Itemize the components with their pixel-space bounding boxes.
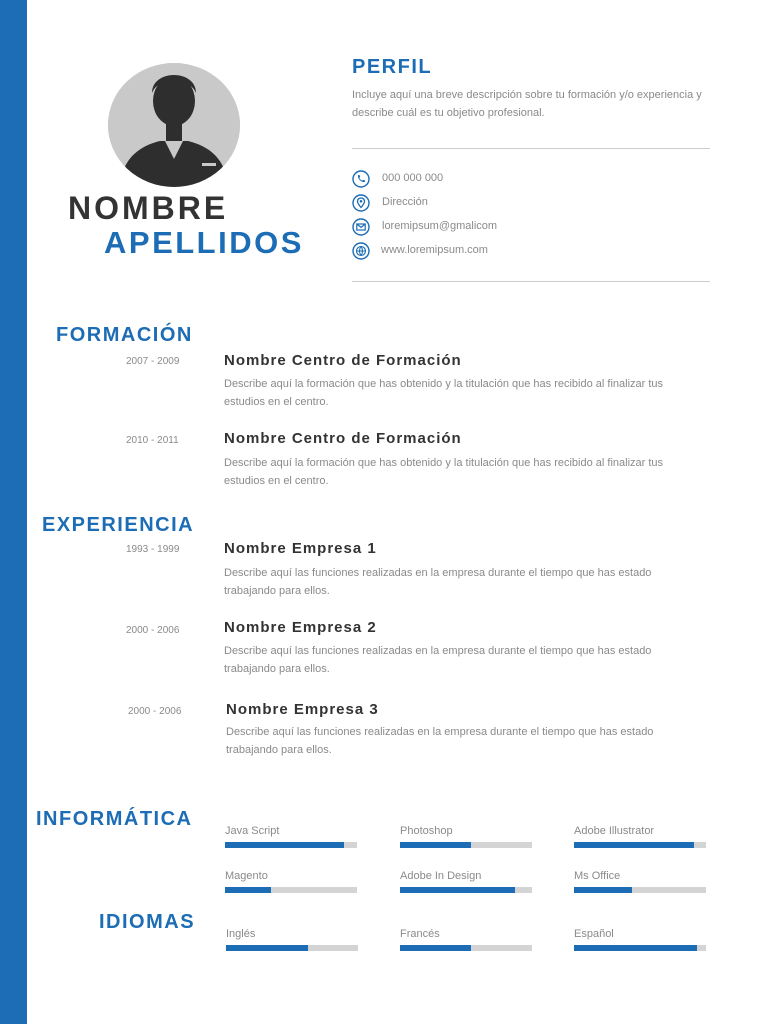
location-pin-icon — [352, 194, 370, 212]
experiencia-entry-title: Nombre Empresa 1 — [224, 540, 377, 557]
globe-icon — [352, 242, 370, 260]
avatar — [108, 63, 240, 187]
sidebar-accent-bar — [0, 0, 27, 1024]
language-bar — [226, 945, 358, 951]
phone-icon — [352, 170, 370, 188]
skill-bar-fill — [225, 887, 271, 893]
skill-bar — [225, 842, 357, 848]
skill-label: Java Script — [225, 825, 280, 837]
formacion-title: FORMACIÓN — [56, 324, 193, 346]
formacion-entry-description: Describe aquí la formación que has obtenido y la titulación que has recibido al finalizar tus estudios en el centro. — [224, 378, 664, 408]
language-bar-fill — [226, 945, 308, 951]
last-name: APELLIDOS — [104, 225, 304, 260]
experiencia-entry-date: 2000 - 2006 — [128, 706, 182, 717]
skill-bar-fill — [400, 842, 471, 848]
contact-email — [352, 217, 498, 237]
language-bar — [400, 945, 532, 951]
experiencia-entry-date: 2000 - 2006 — [126, 625, 180, 636]
experiencia-entry-date: 1993 - 1999 — [126, 544, 180, 555]
experiencia-entry-title: Nombre Empresa 2 — [224, 619, 377, 636]
idiomas-title: IDIOMAS — [99, 911, 196, 933]
skill-label: Magento — [225, 870, 268, 882]
informatica-title: INFORMÁTICA — [36, 808, 193, 830]
formacion-entry-date: 2010 - 2011 — [126, 435, 179, 446]
language-bar-fill — [400, 945, 471, 951]
perfil-description: Incluye aquí una breve descripción sobre tu formación y/o experiencia y describe cuál es tu objetivo profesional. — [352, 89, 702, 119]
language-label: Español — [574, 928, 614, 940]
formacion-entry-title: Nombre Centro de Formación — [224, 352, 462, 369]
divider — [352, 281, 710, 282]
experiencia-entry-description: Describe aquí las funciones realizadas en la empresa durante el tiempo que has estado trabajando para ellos. — [224, 567, 652, 597]
skill-label: Adobe In Design — [400, 870, 482, 882]
experiencia-entry-description: Describe aquí las funciones realizadas en la empresa durante el tiempo que has estado trabajando para ellos. — [226, 726, 654, 756]
skill-label: Ms Office — [574, 870, 621, 882]
skill-label: Photoshop — [400, 825, 453, 837]
contact-phone — [352, 169, 444, 189]
skill-bar — [574, 887, 706, 893]
formacion-entry-description: Describe aquí la formación que has obtenido y la titulación que has recibido al finalizar tus estudios en el centro. — [224, 457, 664, 487]
skill-bar-fill — [574, 887, 632, 893]
user-silhouette-icon — [108, 63, 240, 187]
contact-email-text[interactable]: loremipsum@gmalicom — [382, 220, 498, 232]
skill-bar — [400, 887, 532, 893]
contact-address — [352, 193, 428, 213]
formacion-entry-date: 2007 - 2009 — [126, 356, 180, 367]
contact-web-text[interactable]: www.loremipsum.com — [381, 244, 488, 256]
experiencia-title: EXPERIENCIA — [42, 514, 195, 536]
experiencia-entry-description: Describe aquí las funciones realizadas en la empresa durante el tiempo que has estado trabajando para ellos. — [224, 645, 652, 675]
envelope-icon — [352, 218, 370, 236]
contact-phone-text: 000 000 000 — [382, 172, 444, 184]
language-bar-fill — [574, 945, 697, 951]
language-label: Inglés — [226, 928, 256, 940]
skill-bar — [400, 842, 532, 848]
experiencia-entry-title: Nombre Empresa 3 — [226, 701, 379, 718]
skill-bar — [574, 842, 706, 848]
skill-bar — [225, 887, 357, 893]
contact-web — [352, 241, 488, 261]
skill-bar-fill — [400, 887, 515, 893]
skill-bar-fill — [225, 842, 344, 848]
first-name: NOMBRE — [68, 190, 229, 226]
language-bar — [574, 945, 706, 951]
contact-address-text: Dirección — [382, 196, 428, 208]
formacion-entry-title: Nombre Centro de Formación — [224, 430, 462, 447]
language-label: Francés — [400, 928, 440, 940]
divider — [352, 148, 710, 149]
perfil-title: PERFIL — [352, 56, 433, 78]
skill-bar-fill — [574, 842, 694, 848]
skill-label: Adobe Illustrator — [574, 825, 655, 837]
